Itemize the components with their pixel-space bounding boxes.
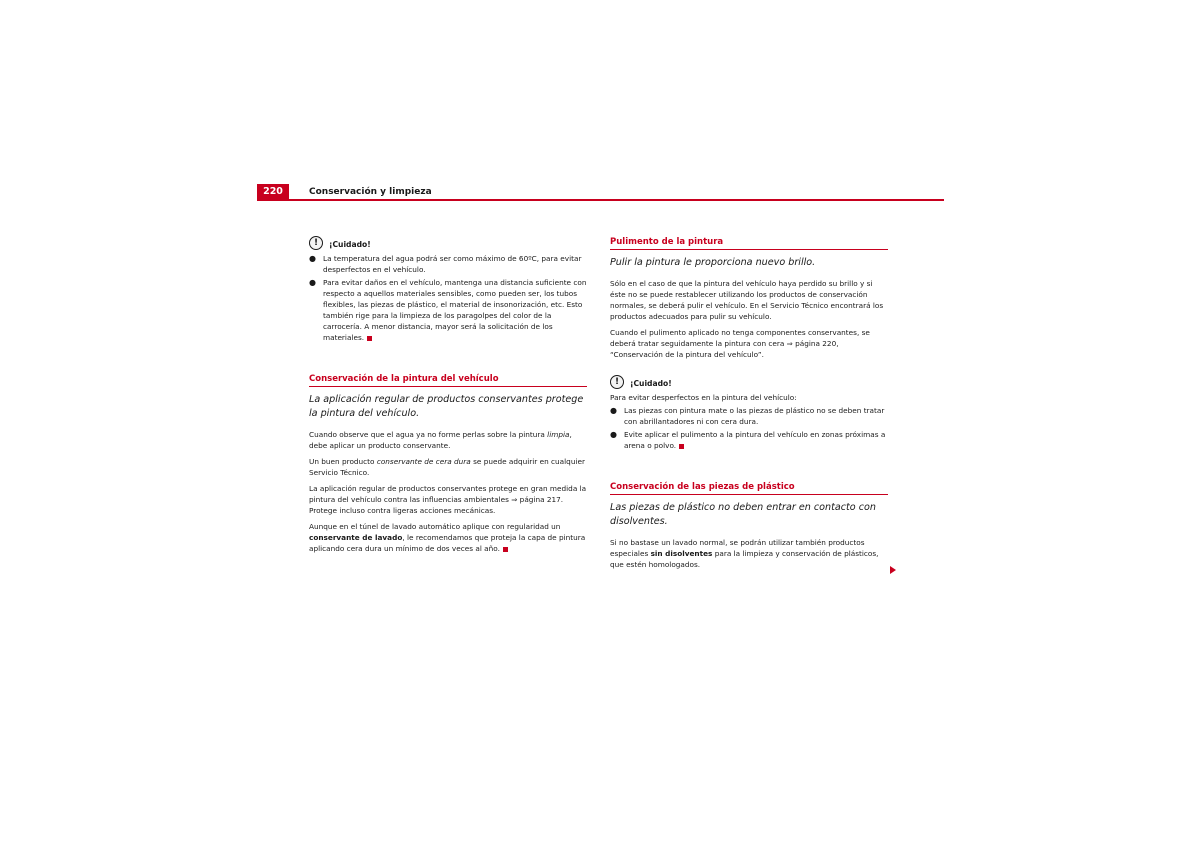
caution-bullet bbox=[309, 253, 587, 275]
caution-label: ¡Cuidado! bbox=[630, 379, 672, 388]
caution-intro: Para evitar desperfectos en la pintura del vehículo: bbox=[610, 393, 797, 402]
caution-heading bbox=[610, 375, 888, 389]
body-paragraph bbox=[309, 521, 587, 554]
caution-box bbox=[610, 375, 888, 451]
section-heading: Conservación de las piezas de plástico bbox=[610, 481, 888, 495]
text-run: Para evitar daños en el vehículo, mantenga una distancia suficiente con respecto a aquellos materiales sensibles, como pueden ser, los tubos flexibles, las piezas de plástico, el material de insonorización, etc. Esto también rige para la limpieza de los paragolpes del color de la carrocería. A menor distancia, mayor será la solicitación de los materiales. bbox=[323, 278, 587, 342]
text-run: Un buen producto bbox=[309, 457, 377, 466]
text-run: Sólo en el caso de que la pintura del vehículo haya perdido su brillo y si éste no se puede restablecer utilizando los productos de conservación normales, se deberá pulir el vehículo. En el Servicio Técnico encontrará los productos adecuados para pulir su vehículo. bbox=[610, 279, 884, 321]
body-paragraph bbox=[309, 429, 587, 451]
page-header bbox=[257, 184, 944, 202]
caution-box bbox=[309, 236, 587, 343]
text-run: Cuando observe que el agua ya no forme perlas sobre la pintura bbox=[309, 430, 548, 439]
body-paragraph bbox=[610, 278, 888, 322]
caution-heading bbox=[309, 236, 587, 250]
caution-bullet-text bbox=[624, 429, 888, 451]
caution-label: ¡Cuidado! bbox=[329, 240, 371, 249]
end-of-section-marker bbox=[679, 444, 684, 449]
caution-bullet bbox=[309, 277, 587, 343]
section-heading: Pulimento de la pintura bbox=[610, 236, 888, 250]
text-run: para la limpieza y conservación de plásticos, que estén homologados. bbox=[610, 549, 879, 569]
warning-icon: ! bbox=[309, 236, 323, 250]
text-run: La temperatura del agua podrá ser como máximo de 60ºC, para evitar desperfectos en el vehículo. bbox=[323, 254, 582, 274]
caution-bullet-text bbox=[323, 253, 587, 275]
section-plastico bbox=[610, 481, 888, 570]
section-pulimento bbox=[610, 236, 888, 360]
continue-arrow-icon bbox=[890, 566, 896, 574]
body-paragraph bbox=[610, 327, 888, 360]
bullet-dot-icon: ● bbox=[610, 406, 617, 415]
warning-icon: ! bbox=[610, 375, 624, 389]
text-run: Si no bastase un lavado normal, se podrán utilizar también productos especiales bbox=[610, 538, 865, 558]
right-column bbox=[610, 236, 888, 575]
text-run: Aunque en el túnel de lavado automático aplique con regularidad un bbox=[309, 522, 561, 531]
text-run: , le recomendamos que proteja la capa de pintura aplicando cera dura un mínimo de dos veces al año. bbox=[309, 533, 586, 553]
caution-bullet bbox=[610, 429, 888, 451]
left-column bbox=[309, 236, 587, 559]
end-of-section-marker bbox=[367, 336, 372, 341]
section-title: Conservación y limpieza bbox=[309, 187, 432, 197]
bullet-dot-icon: ● bbox=[309, 254, 316, 263]
section-lead: Las piezas de plástico no deben entrar en contacto con disolventes. bbox=[610, 502, 876, 527]
bullet-dot-icon: ● bbox=[309, 278, 316, 287]
page-number: 220 bbox=[257, 184, 289, 200]
caution-bullet-text bbox=[624, 405, 888, 427]
italic-text: conservante de cera dura bbox=[376, 457, 471, 466]
body-paragraph bbox=[309, 483, 587, 516]
section-lead: Pulir la pintura le proporciona nuevo brillo. bbox=[610, 257, 816, 268]
caution-bullet-text bbox=[323, 277, 587, 343]
text-run: Las piezas con pintura mate o las piezas de plástico no se deben tratar con abrillantadores ni con cera dura. bbox=[624, 406, 885, 426]
body-paragraph bbox=[610, 537, 888, 570]
end-of-section-marker bbox=[503, 547, 508, 552]
section-lead: La aplicación regular de productos conservantes protege la pintura del vehículo. bbox=[309, 394, 584, 419]
text-run: , debe aplicar un producto conservante. bbox=[309, 430, 572, 450]
bold-text: sin disolventes bbox=[650, 549, 713, 558]
text-run: Evite aplicar el pulimento a la pintura del vehículo en zonas próximas a arena o polvo. bbox=[624, 430, 886, 450]
header-rule bbox=[257, 199, 944, 201]
body-paragraph bbox=[309, 456, 587, 478]
bold-text: conservante de lavado bbox=[309, 533, 403, 542]
italic-text: limpia bbox=[547, 430, 570, 439]
text-run: Cuando el pulimento aplicado no tenga componentes conservantes, se deberá tratar seguidamente la pintura con cera ⇒ página 220, “Conservación de la pintura del vehículo”. bbox=[610, 328, 870, 359]
caution-bullet bbox=[610, 405, 888, 427]
text-run: La aplicación regular de productos conservantes protege en gran medida la pintura del vehículo contra las influencias ambientales ⇒ página 217. Protege incluso contra ligeras acciones mecánicas. bbox=[309, 484, 587, 515]
text-run: se puede adquirir en cualquier Servicio Técnico. bbox=[309, 457, 585, 477]
section-pintura bbox=[309, 373, 587, 554]
section-heading: Conservación de la pintura del vehículo bbox=[309, 373, 587, 387]
bullet-dot-icon: ● bbox=[610, 430, 617, 439]
